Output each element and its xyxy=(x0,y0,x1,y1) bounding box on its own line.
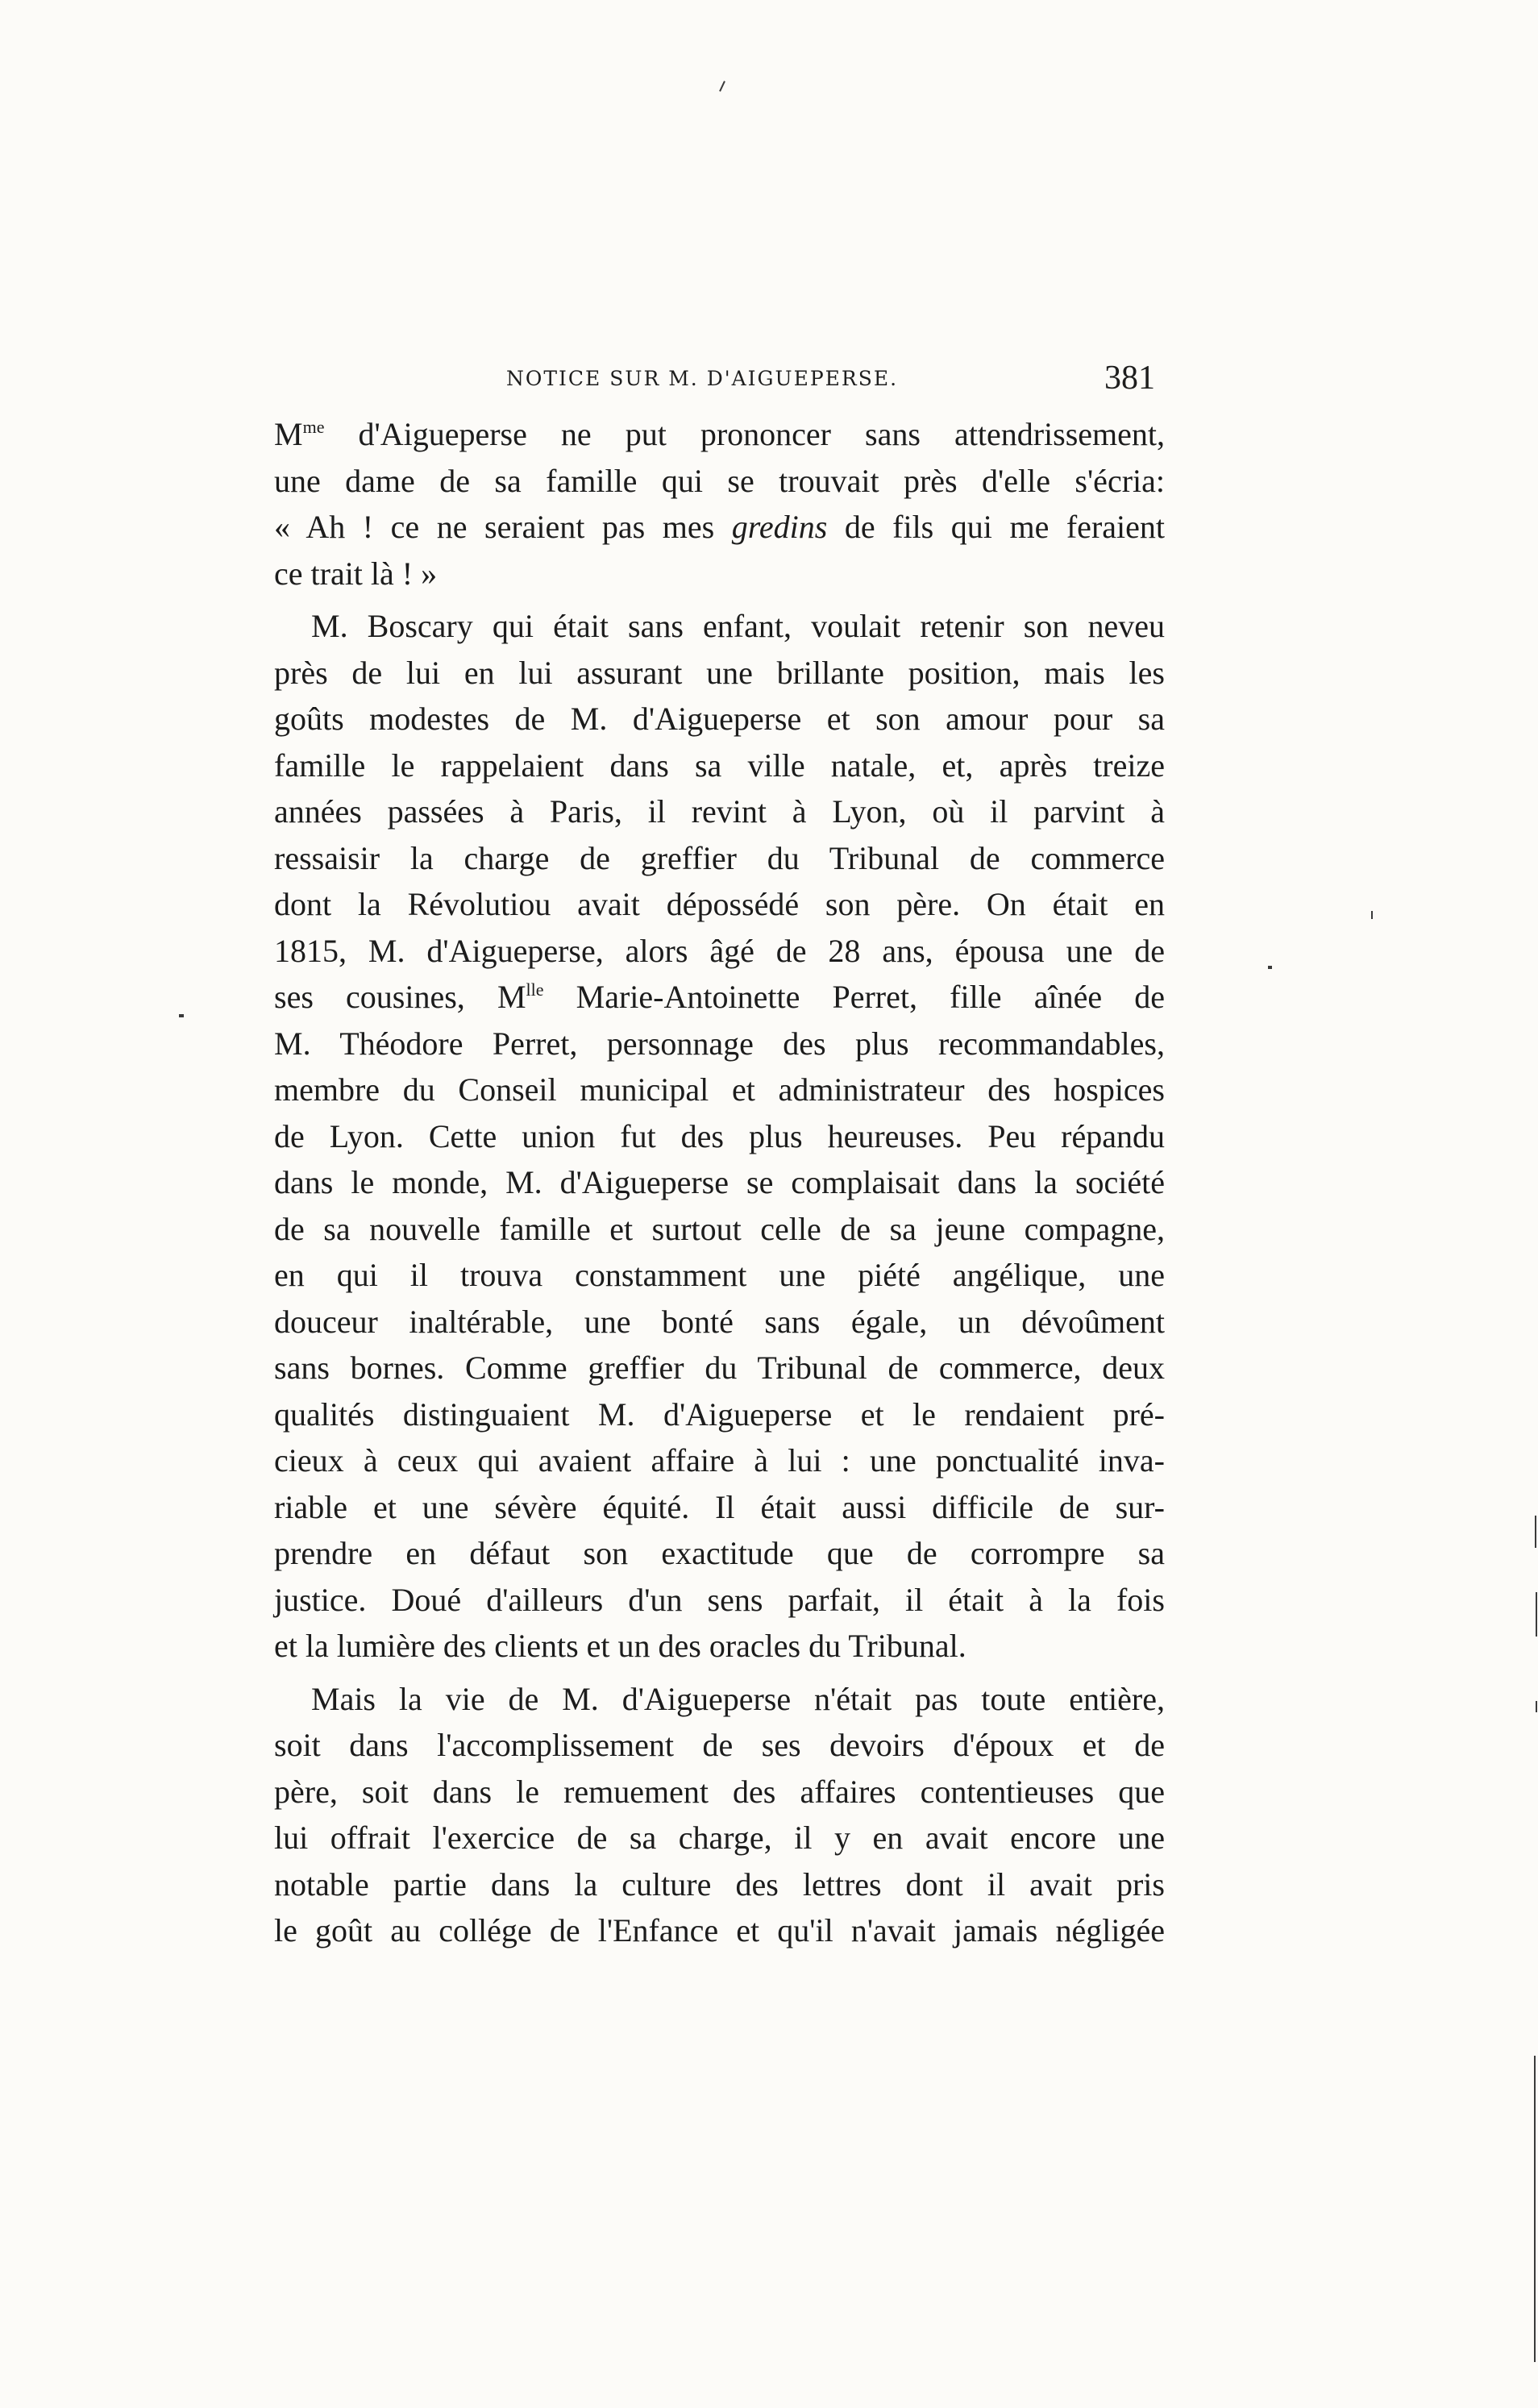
text-line: riable et une sévère équité. Il était aussi difficile de sur- xyxy=(274,1488,1165,1525)
text-line: dont la Révolutiou avait dépossédé son père. On était en xyxy=(274,886,1165,922)
text-line: lui offrait l'exercice de sa charge, il y en avait encore une xyxy=(274,1820,1165,1856)
body-text xyxy=(274,411,1165,1954)
text-line: justice. Doué d'ailleurs d'un sens parfait, il était à la fois xyxy=(274,1581,1165,1618)
text-line: Mais la vie de M. d'Aigueperse n'était pas toute entière, xyxy=(311,1680,1165,1717)
text-line: prendre en défaut son exactitude que de corrompre sa xyxy=(274,1535,1165,1571)
scan-edge-line xyxy=(1534,2056,1536,2362)
italic-word: gredins xyxy=(731,509,828,545)
text-line: ses cousines, $M^{lle}$ Marie-Antoinette Perret, fille aînée de xyxy=(274,979,1165,1015)
text-line: le goût au collége de l'Enfance et qu'il n'avait jamais négligée xyxy=(274,1912,1165,1948)
text-line: membre du Conseil municipal et administrateur des hospices xyxy=(274,1071,1165,1108)
text-line: dans le monde, M. d'Aigueperse se complaisait dans la société xyxy=(274,1164,1165,1200)
page-header xyxy=(274,359,1165,407)
superscript: lle xyxy=(526,979,544,1000)
text-line: qualités distinguaient M. d'Aigueperse et le rendaient pré- xyxy=(274,1395,1165,1433)
text-line: et la lumière des clients et un des oracles du Tribunal. xyxy=(274,1628,966,1664)
text-line: notable partie dans la culture des lettres dont il avait pris xyxy=(274,1865,1165,1903)
scan-edge-line xyxy=(1536,1592,1537,1637)
text-line: cieux à ceux qui avaient affaire à lui : une ponctualité inva- xyxy=(274,1442,1165,1478)
text-line: 1815, M. d'Aigueperse, alors âgé de 28 ans, épousa une de xyxy=(274,932,1165,969)
text-line: de sa nouvelle famille et surtout celle de sa jeune compagne, xyxy=(274,1210,1165,1247)
text-line: années passées à Paris, il revint à Lyon, où il parvint à xyxy=(274,793,1165,830)
scan-edge-line xyxy=(1535,1516,1536,1548)
text-line: père, soit dans le remuement des affaires contentieuses que xyxy=(274,1773,1165,1810)
scan-speck xyxy=(179,1014,184,1017)
text-line: sans bornes. Comme greffier du Tribunal de commerce, deux xyxy=(274,1350,1165,1386)
text-line: en qui il trouva constamment une piété angélique, une xyxy=(274,1257,1165,1293)
scan-speck xyxy=(1371,911,1373,919)
page-number: 381 xyxy=(1104,360,1155,397)
superscript: me xyxy=(302,417,325,437)
text-line: ce trait là ! » xyxy=(274,555,438,592)
text-line: près de lui en lui assurant une brillante position, mais les xyxy=(274,654,1165,691)
text-line: de Lyon. Cette union fut des plus heureuses. Peu répandu xyxy=(274,1117,1165,1154)
running-head: NOTICE SUR M. D'AIGUEPERSE. xyxy=(506,367,899,390)
scan-speck xyxy=(1268,966,1272,969)
text-line: famille le rappelaient dans sa ville natale, et, après treize xyxy=(274,747,1165,784)
text-line: $M^{me}$ d'Aigueperse ne put prononcer sans attendrissement, xyxy=(274,416,1166,452)
text-line: ressaisir la charge de greffier du Tribunal de commerce xyxy=(274,839,1165,876)
text-line: M. Théodore Perret, personnage des plus recommandables, xyxy=(274,1025,1165,1062)
scan-speck xyxy=(719,81,725,92)
text-line: M. Boscary qui était sans enfant, voulait retenir son neveu xyxy=(311,608,1165,644)
text-line: soit dans l'accomplissement de ses devoirs d'époux et de xyxy=(274,1727,1165,1763)
scan-edge-line xyxy=(1536,1701,1537,1712)
text-line: « Ah ! ce ne seraient pas mes gredins de fils qui me feraient xyxy=(274,509,1165,545)
text-line: une dame de sa famille qui se trouvait près d'elle s'écria: xyxy=(274,462,1165,499)
text-line: goûts modestes de M. d'Aigueperse et son amour pour sa xyxy=(274,701,1165,737)
text-line: douceur inaltérable, une bonté sans égale, un dévoûment xyxy=(274,1303,1165,1340)
